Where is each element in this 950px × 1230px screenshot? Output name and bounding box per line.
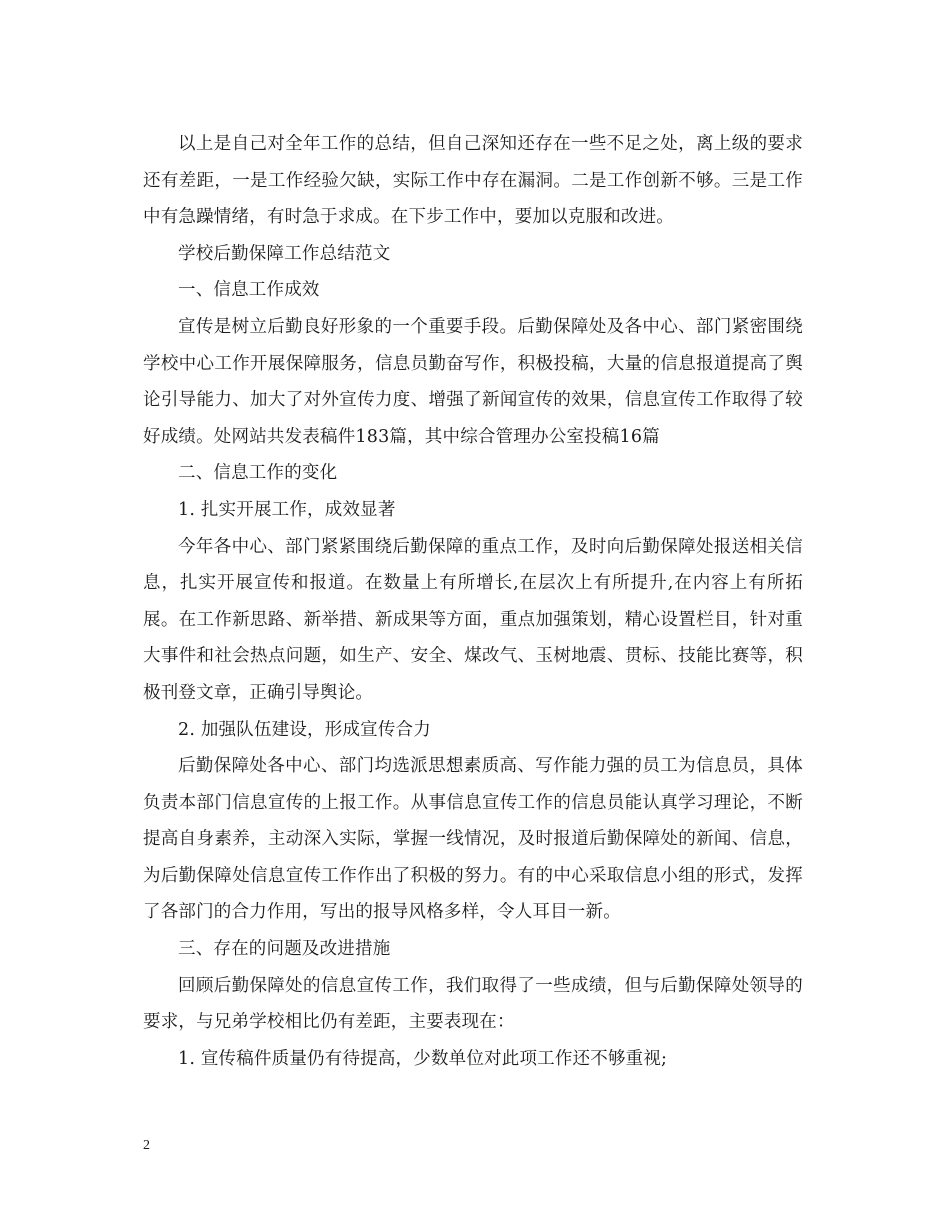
- heading-1: 一、信息工作成效: [178, 280, 320, 301]
- paragraph-publicity: 宣传是树立后勤良好形象的一个重要手段。后勤保障处及各中心、部门紧密围绕学校中心工作开展保障服务，信息员勤奋写作，积极投稿，大量的信息报道提高了舆论引导能力、加大了对外宣传力度、增强了新闻宣传的效果，信息宣传工作取得了较好成绩。处网站共发表稿件183篇，其中综合管理办公室投稿16篇: [143, 316, 803, 447]
- paragraph-work: 今年各中心、部门紧紧围绕后勤保障的重点工作，及时向后勤保障处报送相关信息，扎实开展宣传和报道。在数量上有所增长,在层次上有所提升,在内容上有所拓展。在工作新思路、新举措、新成果等方面，重点加强策划，精心设置栏目，针对重大事件和社会热点问题，如生产、安全、煤改气、玉树地震、贯标、技能比赛等，积极刊登文章，正确引导舆论。: [143, 536, 803, 703]
- body-text: [143, 126, 803, 1077]
- list-item-1: 1. 宣传稿件质量仍有待提高，少数单位对此项工作还不够重视;: [178, 1048, 668, 1069]
- heading-3: 三、存在的问题及改进措施: [178, 939, 391, 960]
- subheading-2-1: 1. 扎实开展工作，成效显著: [178, 499, 396, 520]
- page-number: 2: [143, 1138, 150, 1153]
- heading-2: 二、信息工作的变化: [178, 463, 338, 484]
- subheading-2-2: 2. 加强队伍建设，形成宣传合力: [178, 719, 431, 740]
- paragraph-review: 回顾后勤保障处的信息宣传工作，我们取得了一些成绩，但与后勤保障处领导的要求，与兄弟学校相比仍有差距，主要表现在：: [143, 975, 803, 1033]
- section-title: 学校后勤保障工作总结范文: [178, 243, 391, 264]
- paragraph-summary: 以上是自己对全年工作的总结，但自己深知还存在一些不足之处，离上级的要求还有差距，一是工作经验欠缺，实际工作中存在漏洞。二是工作创新不够。三是工作中有急躁情绪，有时急于求成。在下步工作中，要加以克服和改进。: [143, 134, 803, 228]
- paragraph-team: 后勤保障处各中心、部门均选派思想素质高、写作能力强的员工为信息员，具体负责本部门信息宣传的上报工作。从事信息宣传工作的信息员能认真学习理论，不断提高自身素养，主动深入实际，掌握一线情况，及时报道后勤保障处的新闻、信息，为后勤保障处信息宣传工作作出了积极的努力。有的中心采取信息小组的形式，发挥了各部门的合力作用，写出的报导风格多样，令人耳目一新。: [143, 756, 803, 923]
